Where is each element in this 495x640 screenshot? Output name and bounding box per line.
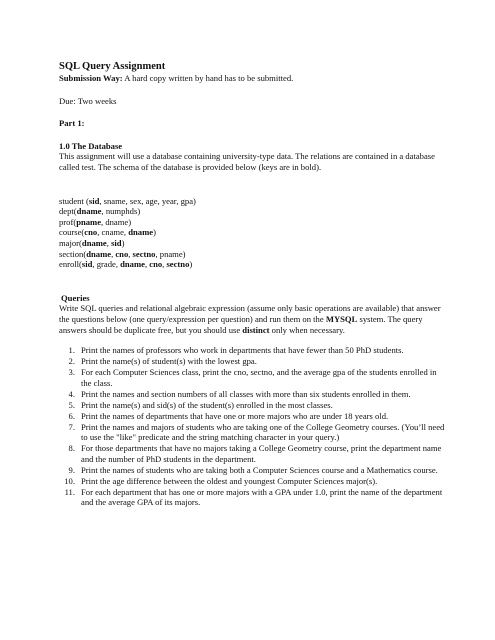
database-intro: This assignment will use a database containing university-type data. The relations are contained in a database called test. The schema of the database is provided below (keys are in bold).: [59, 151, 435, 172]
query-item: 9. Print the names of students who are taking both a Computer Sciences course and a Mathematics course.: [68, 464, 438, 475]
query-item: 1. Print the names of professors who work in departments that have fewer than 50 PhD students.: [68, 345, 404, 356]
schema-student: student (sid, sname, sex, age, year, gpa): [59, 195, 196, 206]
database-heading: 1.0 The Database: [59, 140, 123, 151]
schema-major: major(dname, sid): [59, 237, 125, 248]
schema-section: section(dname, cno, sectno, pname): [59, 248, 186, 259]
schema-list: [59, 196, 449, 270]
query-item: 10. Print the age difference between the oldest and youngest Computer Sciences major(s).: [64, 475, 378, 486]
query-item: 3. For each Computer Sciences class, print the cno, sectno, and the average gpa of the students enrolled in the class.: [68, 367, 437, 388]
submission-label: Submission Way:: [59, 73, 123, 83]
due-line: Due: Two weeks: [59, 95, 117, 106]
schema-enroll: enroll(sid, grade, dname, cno, sectno): [59, 259, 193, 270]
query-item: 6. Print the names of departments that have one or more majors who are under 18 years old.: [68, 410, 389, 421]
schema-prof: prof(pname, dname): [59, 216, 132, 227]
query-item: 2. Print the name(s) of student(s) with the lowest gpa.: [68, 356, 257, 367]
submission-line: [59, 73, 449, 84]
query-item: 8. For those departments that have no majors taking a College Geometry course, print the department name and the number of PhD students in the department.: [68, 443, 442, 464]
document-page: [59, 61, 449, 508]
schema-dept: dept(dname, numphds): [59, 206, 141, 217]
query-list: [59, 345, 449, 508]
schema-course: course(cno, cname, dname): [59, 227, 156, 238]
query-item: 11. For each department that has one or more majors with a GPA under 1.0, print the name of the department and the average GPA of its majors.: [64, 486, 443, 508]
queries-intro: Write SQL queries and relational algebraic expression (assume only basic operations are available) that answer the questions below (one query/expression per question) and run them on the MYSQL system. The query answers should be duplicate free, but you should use distinct only when necessary.: [59, 303, 441, 335]
queries-heading: Queries: [61, 292, 90, 303]
query-item: 4. Print the names and section numbers of all classes with more than six students enrolled in them.: [68, 388, 411, 399]
query-item: 7. Print the names and majors of students who are taking one of the College Geometry courses. (You’ll need to use the "like" predicate and the string matching character in your query.): [68, 421, 445, 443]
query-item: 5. Print the name(s) and sid(s) of the student(s) enrolled in the most classes.: [68, 399, 333, 410]
part-heading: Part 1:: [59, 118, 85, 129]
document-title: SQL Query Assignment: [59, 61, 166, 72]
submission-text: A hard copy written by hand has to be submitted.: [124, 73, 294, 83]
